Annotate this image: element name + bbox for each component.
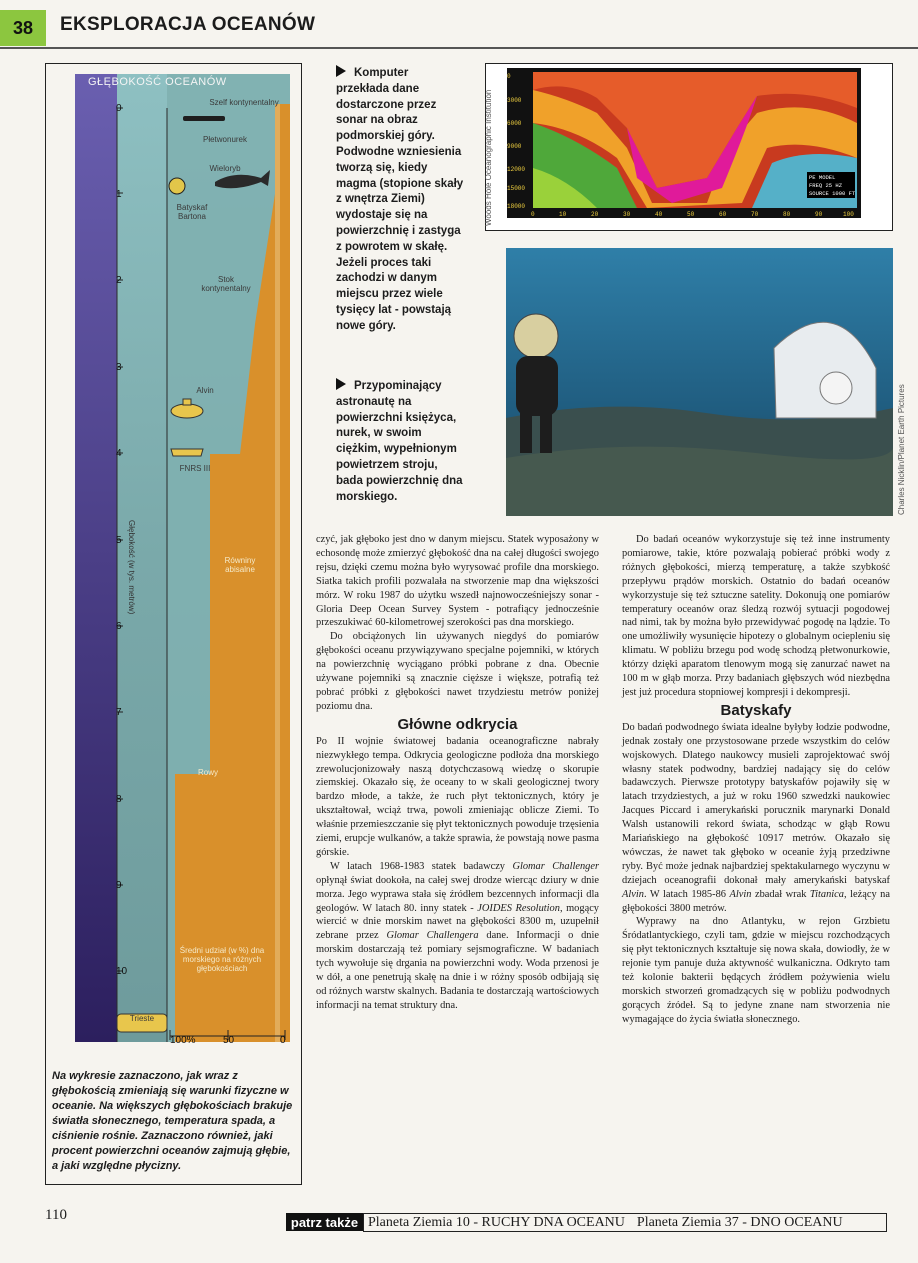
col1-paragraph-1: czyć, jak głęboko jest dno w danym miejscu. Statek wyposażony w echosondę może zmierzyć głębokość dna na całej długości swojego rejsu, dzięki czemu można było wyrysować profile dna morskiego. Siatka takich profili pozwalała na stworzenie map dna większości mórz. W roku 1987 do użytku wszedł najnowocześniejszy sonar - Gloria Deep Ocean Survey System - potrafiący jednocześnie przeszukiwać 60-kilometrowej szerokości pas dna morskiego. [316, 534, 599, 629]
bathysphere-icon [169, 178, 185, 194]
page-title: EKSPLORACJA OCEANÓW [60, 14, 316, 35]
sidebar-block-1 [336, 65, 464, 335]
col2-paragraph-3: Wyprawy na dno Atlantyku, w rejon Grzbietu Śródatlantyckiego, czyli tam, gdzie w miejscu rozchodzących się płyt tektonicznych kształtuje się nowa skała, dowiodły, że w rejonie tym panuje duża aktywność wulkaniczna. Odkryto tam też kolonie bakterii będących źródłem pożywienia wielu morskich stworzeń gromadzących się w pobliżu podwodnych gorących źródeł. Są to jedyne znane nam stworzenia nie wymagające do życia światła słonecznego. [622, 916, 890, 1025]
scale-label-100: 100% [170, 1035, 196, 1046]
depth-tick: 4 [116, 448, 122, 459]
diver-icon [183, 116, 225, 121]
see-also-label: patrz także [286, 1213, 363, 1231]
sonar-x-tick: 0 [531, 211, 535, 218]
heading-bathyscaphes: Batyskafy [720, 701, 792, 719]
depth-tick: 1 [116, 189, 122, 200]
scale-label-0: 0 [280, 1035, 286, 1046]
sonar-y-tick: 12000 [507, 166, 526, 173]
label-fnrs: FNRS III [179, 464, 211, 473]
label-trieste: Trieste [129, 1014, 155, 1023]
depth-tick: 2 [116, 275, 122, 286]
sonar-y-tick: 9000 [507, 143, 522, 150]
sonar-legend-line: SOURCE 1000 FT [809, 190, 856, 197]
figure-title: GŁĘBOKOŚĆ OCEANÓW [88, 76, 227, 88]
label-diver: Płetwonurek [202, 135, 248, 144]
diver-suit [516, 356, 558, 416]
col2-paragraph-1: Do badań oceanów wykorzystuje się też inne instrumenty pomiarowe, takie, które pozwalają pobierać próbki wody z różnych głębokości, mierzą temperaturę, a także szybkość przepływu prądów morskich. Ostatnio do badań oceanów wykorzystuje się też sztuczne satelity. Dokonują one pomiarów temperatury oceanów oraz śledzą rozwój sytuacji pogodowej nad nimi, tak by można było przewidywać pogodę na lądzie. To one umożliwiły wysunięcie hipotezy o globalnym ociepleniu się klimatu. W pobliżu brzegu pod wodę schodzą płetwonurkowie, którzy dzięki aparatom tlenowym mogą się zanurzać nawet na 100 m w głąb morza. Przy badaniach głębszych wód niezbędna jest już procedura stopniowej kompresji i dekompresji. [622, 534, 890, 698]
folio: 110 [45, 1207, 67, 1223]
heading-main-discoveries: Główne odkrycia [397, 715, 518, 733]
sonar-credit: Woods Hole Oceanographic Institution [484, 89, 493, 226]
sidebar-text-2: Przypominający astronautę na powierzchni księżyca, nurek, w swoim ciężkim, wypełnionym powietrzem stroju, bada powierzchnię dna morskiego. [336, 380, 463, 503]
sonar-legend-line: PE MODEL [809, 174, 836, 181]
depth-tick: 9 [116, 880, 122, 891]
sidebar-text-1: Komputer przekłada dane dostarczone przez sonar na obraz podmorskiej góry. Podwodne wzniesienia tworzą się, kiedy magma (stopione skały z wnętrza Ziemi) wydostaje się na powierzchnię i zastyga z powrotem w skałę. Jeżeli proces taki zachodzi w danym miejscu przez wiele tysięcy lat - powstają nowe góry. [336, 67, 464, 332]
sonar-y-tick: 6000 [507, 120, 522, 127]
col1-paragraph-3: Po II wojnie światowej badania oceanograficzne nabrały niezwykłego tempa. Odkrycia geologiczne podłoża dna morskiego zrewolucjonizowały naszą dotychczasową wiedzę o skorupie ziemskiej. Okazało się, że oceany to w skali geologicznej twory bardzo młode, a także, że ruch płyt tektonicznych, który je ukształtował, wciąż trwa, powoli zmieniając oblicze Ziemi. To właśnie przemieszczanie się płyt tektonicznych powoduje trzęsienia ziemi, erupcje wulkanów, a także sprawia, że powstają nowe pasma górskie. [316, 735, 599, 858]
sonar-x-tick: 20 [591, 211, 599, 218]
column-2 [622, 533, 890, 1027]
label-slope: Stok kontynentalny [201, 275, 251, 293]
figure-caption: Na wykresie zaznaczono, jak wraz z głębokością zmieniają się warunki fizyczne w oceanie. Na większych głębokościach brakuje światła słonecznego, temperatura spada, a ciśnienie rośnie. Zaznaczono również, jaki procent powierzchni oceanów zajmują głębie, a jaki względne płycizny. [52, 1070, 293, 1172]
col1-paragraph-2: Do obciążonych lin używanych niegdyś do pomiarów głębokości oceanu przywiązywano specjalne pojemniki, w których na powierzchnię wyciągano próbki pobrane z dna. Obecnie używane pojemniki są znacznie cięższe i większe, potrafią też pobrać próbki z głębokości nawet trzydziestu metrów poniżej poziomu dna. [316, 631, 599, 712]
column-1 [316, 533, 599, 1013]
sonar-x-tick: 60 [719, 211, 727, 218]
sonar-y-tick: 3000 [507, 97, 522, 104]
label-alvin: Alvin [196, 386, 214, 395]
sonar-y-tick: 15000 [507, 185, 526, 192]
label-whale: Wieloryb [209, 164, 241, 173]
arrow-icon [336, 378, 346, 390]
sonar-x-tick: 100 [843, 211, 854, 218]
depth-tick: 10 [116, 966, 128, 977]
label-bathysphere: Batyskaf Bartona [176, 203, 208, 221]
sonar-x-tick: 90 [815, 211, 823, 218]
light-pressure-bar [75, 74, 117, 1042]
alvin-icon [171, 404, 203, 418]
diver-helmet [514, 314, 558, 358]
label-trenches: Rowy [197, 768, 218, 777]
col2-paragraph-2: Do badań podwodnego świata idealne byłyby łodzie podwodne, jednak zostały one przystosowane przede wszystkim do celów wojskowych. Dlatego naukowcy musieli zaprojektować swój własny statek podwodny, bardziej nadający się do celów badawczych. Pierwsze prototypy batyskafów pojawiły się w latach trzydziestych, a już w roku 1960 szwedzki naukowiec Jacques Piccard i amerykański porucznik marynarki Donald Walsh ustanowili rekord świata, schodząc w głąb Rowu Mariańskiego na głębokość 10917 metrów. Okazało się wówczas, że nawet tak głęboko w oceanie żyją przedziwne ryby. Być może jednak najbardziej spektakularnego wyczynu w dziejach oceanografii dokonał mały amerykański batyskaf Alvin. W latach 1985-86 Alvin zbadał wrak Titanica, leżący na głębokości 3800 metrów. [622, 721, 890, 914]
depth-axis-label: Głębokość (w tys. metrów) [127, 520, 136, 615]
cross-reference [363, 1213, 887, 1232]
arrow-icon [336, 65, 346, 77]
sonar-x-tick: 40 [655, 211, 663, 218]
page-number: 38 [0, 10, 46, 46]
sonar-legend-line: FREQ 25 HZ [809, 182, 843, 189]
xref-link-1[interactable]: Planeta Ziemia 10 - RUCHY DNA OCEANU [368, 1215, 625, 1230]
xref-link-2[interactable]: Planeta Ziemia 37 - DNO OCEANU [636, 1215, 843, 1230]
sonar-x-tick: 30 [623, 211, 631, 218]
sonar-y-tick: 0 [507, 73, 511, 80]
sonar-x-tick: 50 [687, 211, 695, 218]
fnrs-icon [171, 449, 203, 456]
sonar-plot [507, 68, 861, 218]
sidebar-block-2 [336, 378, 464, 505]
header-rule [0, 47, 918, 49]
col1-paragraph-4: W latach 1968-1983 statek badawczy Glomar Challenger opłynął świat dookoła, na całej swej drodze wiercąc dziury w dnie morza. Jego wyprawa stała się źródłem bezcennych informacji dla geologów. W latach 80. inny statek - JOIDES Resolution, mogący wiercić w dnie morskim nawet na głębokości 8300 m, uzupełnił zebrane przez Glomar Challengera dane. Informacji o dnie morskim dostarczają też pomiary sejsmograficzne. W badaniach tych wywołuje się drgania na powierzchni wody. Woda przenosi je w dół, a one penetrują skałę na dnie i w różny sposób odbijają się od różnych warstw skalnych. Badania te dostarczają wartościowych informacji na temat struktury dna. [316, 860, 599, 1011]
label-shelf: Szelf kontynentalny [209, 98, 279, 107]
scale-label-50: 50 [223, 1035, 235, 1046]
sonar-y-tick: 18000 [507, 203, 526, 210]
diver-photo [506, 248, 893, 516]
sonar-x-tick: 70 [751, 211, 759, 218]
depth-tick: 6 [116, 621, 122, 632]
sonar-x-tick: 10 [559, 211, 567, 218]
label-percent: Średni udział (w %) dna morskiego na różnych głębokościach [179, 946, 265, 973]
depth-tick: 5 [116, 535, 122, 546]
depth-tick: 8 [116, 794, 122, 805]
sonar-x-tick: 80 [783, 211, 791, 218]
label-plains: Równiny abisalne [224, 556, 256, 574]
depth-tick: 7 [116, 707, 122, 718]
depth-tick: 3 [116, 362, 122, 373]
photo-credit: Charles Nicklin/Planet Earth Pictures [897, 384, 906, 515]
depth-tick: 0 [116, 103, 122, 114]
